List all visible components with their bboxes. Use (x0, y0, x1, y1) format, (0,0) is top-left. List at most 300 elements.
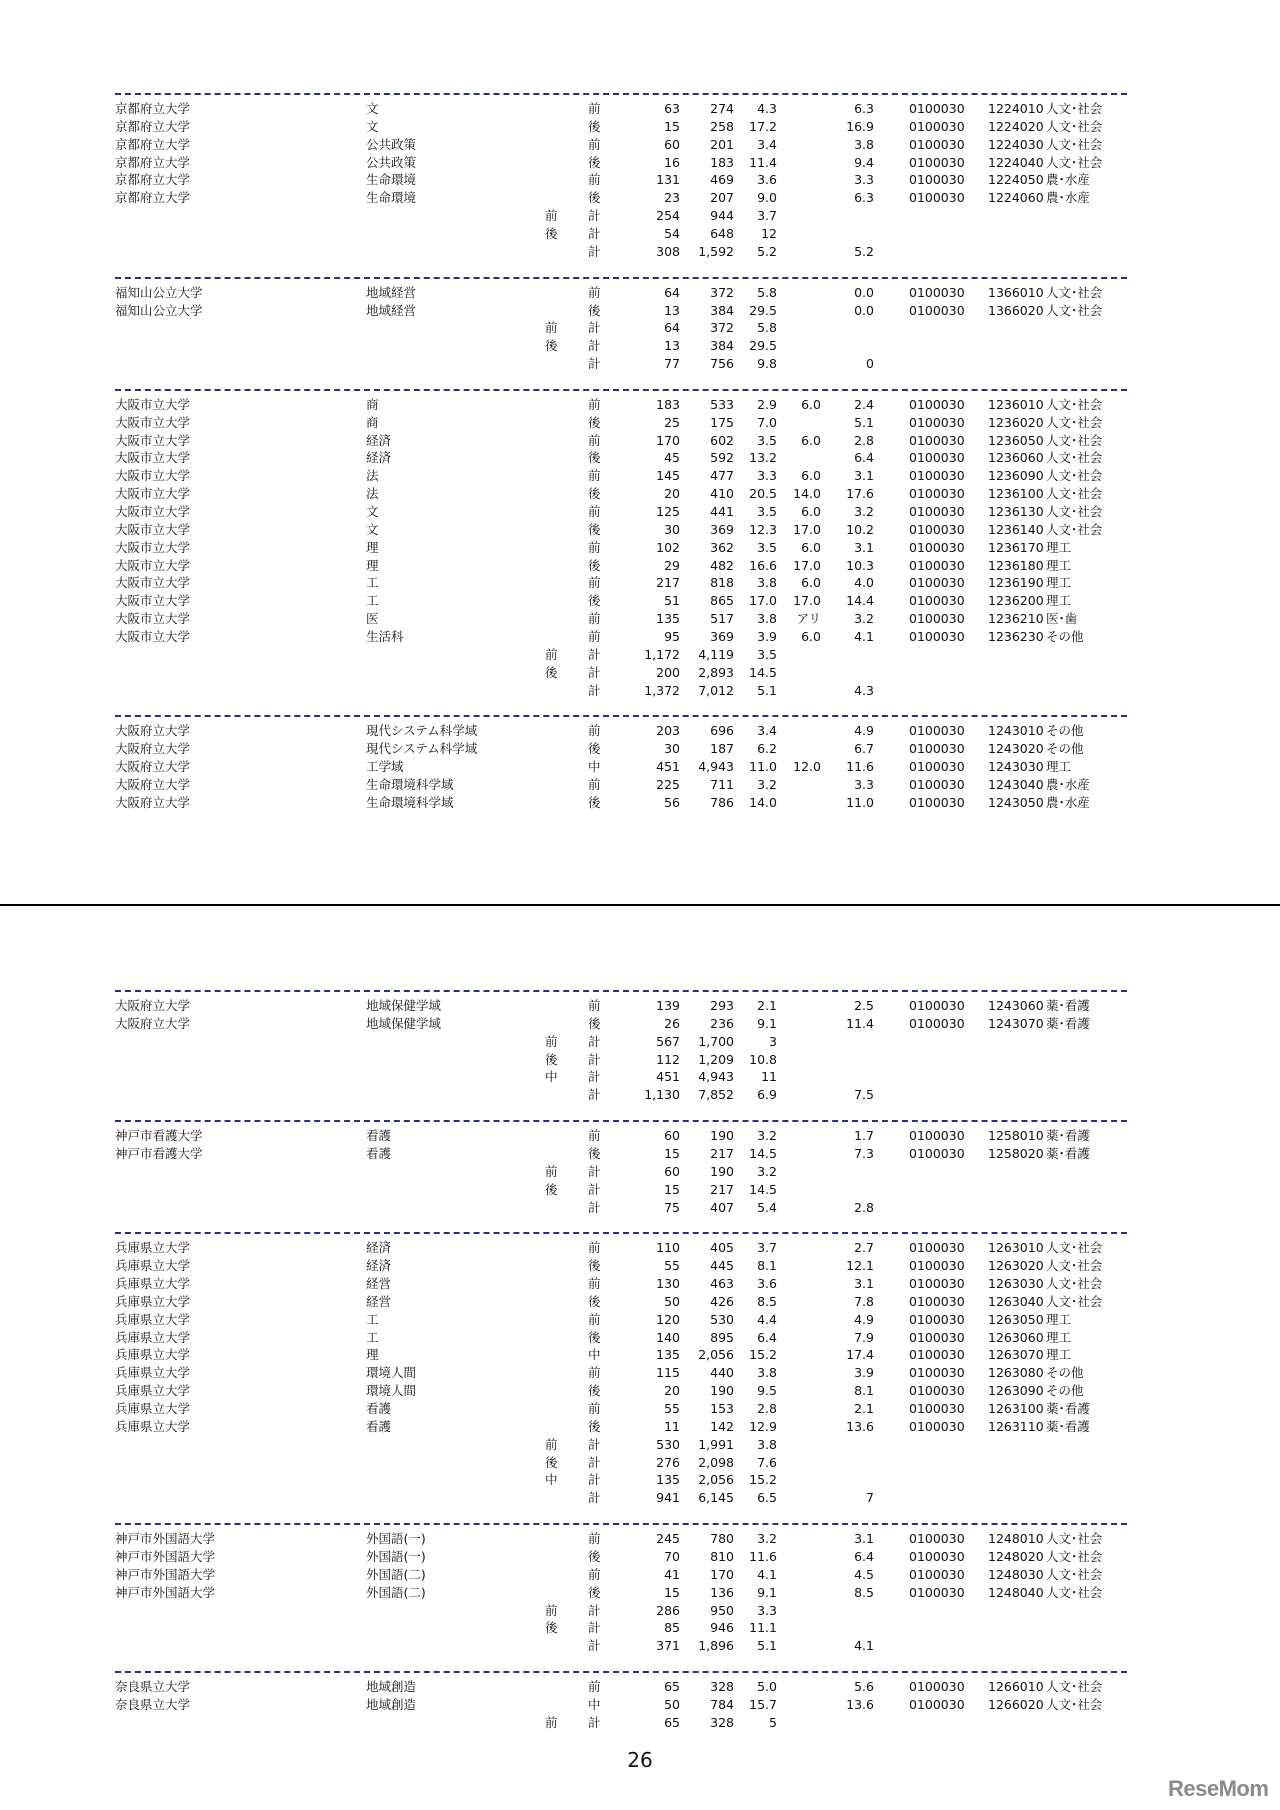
faculty-name-cell: 外国語(一) (366, 1548, 426, 1564)
applicants-cell: 142 (710, 1418, 734, 1434)
schedule-cell: 後 (588, 1258, 601, 1274)
capacity-cell: 15 (664, 118, 680, 134)
prev-ratio-cell: 12.1 (846, 1258, 874, 1274)
university-name-cell: 大阪市立大学 (115, 486, 191, 502)
code-a-cell: 0100030 (909, 1145, 965, 1161)
university-name-cell: 兵庫県立大学 (115, 1276, 191, 1292)
capacity-cell: 45 (664, 450, 680, 466)
applicants-cell: 2,098 (698, 1454, 734, 1470)
schedule-cell: 前 (588, 575, 601, 591)
table-row (0, 467, 1280, 485)
code-a-cell: 0100030 (909, 468, 965, 484)
subtotal-row (0, 1637, 1280, 1655)
applicants-cell: 530 (710, 1311, 734, 1327)
applicants-cell: 440 (710, 1365, 734, 1381)
faculty-name-cell: 医 (366, 611, 379, 627)
applicants-cell: 469 (710, 172, 734, 188)
applicants-cell: 405 (710, 1240, 734, 1256)
code-a-cell: 0100030 (909, 172, 965, 188)
applicants-cell: 384 (710, 338, 734, 354)
code-a-cell: 0100030 (909, 593, 965, 609)
table-row (0, 171, 1280, 189)
capacity-cell: 63 (664, 101, 680, 116)
category-cell: 農･水産 (1046, 776, 1090, 792)
table-row (0, 432, 1280, 450)
page-break-line (0, 904, 1280, 906)
applicants-cell: 592 (710, 450, 734, 466)
applicants-cell: 258 (710, 118, 734, 134)
code-b-cell: 1236050 (988, 432, 1044, 448)
capacity-cell: 203 (656, 723, 680, 739)
category-cell: 農･水産 (1046, 794, 1090, 810)
section-divider (115, 990, 1127, 992)
prev-ratio-cell: 3.1 (854, 1531, 874, 1547)
prev-ratio-cell: 10.2 (846, 521, 874, 537)
code-a-cell: 0100030 (909, 101, 965, 116)
prev-ratio-cell: 5.1 (854, 414, 874, 430)
applicants-cell: 410 (710, 486, 734, 502)
subtotal-row (0, 1181, 1280, 1199)
schedule-cell: 後 (588, 118, 601, 134)
capacity-cell: 941 (656, 1490, 680, 1506)
faculty-name-cell: 生命環境 (366, 190, 417, 206)
prev-ratio-cell: 9.4 (854, 154, 874, 170)
code-a-cell: 0100030 (909, 396, 965, 412)
schedule-cell: 後 (588, 450, 601, 466)
faculty-name-cell: 地域創造 (366, 1696, 417, 1712)
subtotal-row (0, 207, 1280, 225)
category-cell: 理工 (1046, 593, 1072, 609)
prev-ratio-cell: 10.3 (846, 557, 874, 573)
capacity-cell: 135 (656, 611, 680, 627)
schedule-cell: 計 (588, 1490, 601, 1506)
capacity-cell: 13 (664, 302, 680, 318)
university-name-cell: 大阪府立大学 (115, 759, 191, 775)
category-cell: 人文･社会 (1046, 432, 1103, 448)
applicants-cell: 183 (710, 154, 734, 170)
applicants-cell: 369 (710, 521, 734, 537)
total-type-cell: 前 (545, 1602, 558, 1618)
ratio-cell: 6.2 (757, 741, 777, 757)
category-cell: 人文･社会 (1046, 1548, 1103, 1564)
ratio-cell: 7.6 (757, 1454, 777, 1470)
table-row (0, 794, 1280, 812)
table-row (0, 1418, 1280, 1436)
faculty-name-cell: 現代システム科学域 (366, 741, 478, 757)
faculty-name-cell: 工 (366, 1329, 379, 1345)
ratio-cell: 11 (761, 1069, 777, 1085)
prev-ratio-cell: 1.7 (854, 1128, 874, 1144)
applicants-cell: 328 (710, 1679, 734, 1695)
applicants-cell: 1,209 (698, 1051, 734, 1067)
applicants-cell: 207 (710, 190, 734, 206)
faculty-name-cell: 経済 (366, 1258, 392, 1274)
prev-ratio-cell: 2.5 (854, 998, 874, 1013)
ratio-cell: 15.7 (749, 1696, 777, 1712)
threshold-cell: 6.0 (801, 539, 821, 555)
schedule-cell: 前 (588, 1566, 601, 1582)
category-cell: 薬･看護 (1046, 1145, 1090, 1161)
schedule-cell: 計 (588, 1714, 601, 1730)
applicants-cell: 533 (710, 396, 734, 412)
code-a-cell: 0100030 (909, 504, 965, 519)
code-a-cell: 0100030 (909, 1365, 965, 1381)
subtotal-row (0, 682, 1280, 700)
ratio-cell: 4.4 (757, 1311, 777, 1327)
schedule-cell: 計 (588, 646, 601, 662)
ratio-cell: 13.2 (749, 450, 777, 466)
total-type-cell: 後 (545, 1051, 558, 1067)
applicants-cell: 2,893 (698, 664, 734, 680)
ratio-cell: 8.5 (757, 1293, 777, 1309)
schedule-cell: 後 (588, 1293, 601, 1309)
code-a-cell: 0100030 (909, 723, 965, 739)
prev-ratio-cell: 4.9 (854, 723, 874, 739)
university-name-cell: 兵庫県立大学 (115, 1347, 191, 1363)
ratio-cell: 3.2 (757, 1531, 777, 1547)
faculty-name-cell: 工学域 (366, 759, 404, 775)
category-cell: 薬･看護 (1046, 1015, 1090, 1031)
prev-ratio-cell: 4.3 (854, 682, 874, 698)
ratio-cell: 3.5 (757, 646, 777, 662)
university-name-cell: 大阪府立大学 (115, 723, 191, 739)
code-a-cell: 0100030 (909, 1584, 965, 1600)
ratio-cell: 11.6 (749, 1548, 777, 1564)
ratio-cell: 29.5 (749, 338, 777, 354)
schedule-cell: 後 (588, 302, 601, 318)
university-name-cell: 大阪府立大学 (115, 776, 191, 792)
faculty-name-cell: 看護 (366, 1128, 392, 1144)
threshold-cell: 6.0 (801, 504, 821, 519)
threshold-cell: 6.0 (801, 396, 821, 412)
ratio-cell: 7.0 (757, 414, 777, 430)
capacity-cell: 217 (656, 575, 680, 591)
faculty-name-cell: 商 (366, 396, 379, 412)
schedule-cell: 後 (588, 557, 601, 573)
prev-ratio-cell: 6.4 (854, 450, 874, 466)
university-name-cell: 神戸市看護大学 (115, 1128, 203, 1144)
applicants-cell: 372 (710, 320, 734, 336)
schedule-cell: 後 (588, 593, 601, 609)
schedule-cell: 前 (588, 611, 601, 627)
schedule-cell: 前 (588, 1531, 601, 1547)
schedule-cell: 後 (588, 1015, 601, 1031)
applicants-cell: 7,852 (698, 1087, 734, 1103)
ratio-cell: 2.8 (757, 1401, 777, 1416)
capacity-cell: 451 (656, 759, 680, 775)
table-row (0, 136, 1280, 154)
ratio-cell: 20.5 (749, 486, 777, 502)
section-divider (115, 1671, 1127, 1673)
ratio-cell: 11.1 (749, 1620, 777, 1636)
table-row (0, 1329, 1280, 1347)
capacity-cell: 135 (656, 1347, 680, 1363)
university-name-cell: 兵庫県立大学 (115, 1311, 191, 1327)
university-name-cell: 大阪市立大学 (115, 414, 191, 430)
applicants-cell: 1,700 (698, 1033, 734, 1049)
capacity-cell: 15 (664, 1181, 680, 1197)
total-type-cell: 前 (545, 208, 558, 224)
category-cell: 医･歯 (1046, 611, 1078, 627)
code-b-cell: 1263060 (988, 1329, 1044, 1345)
capacity-cell: 112 (656, 1051, 680, 1067)
faculty-name-cell: 地域創造 (366, 1679, 417, 1695)
total-type-cell: 後 (545, 664, 558, 680)
prev-ratio-cell: 14.4 (846, 593, 874, 609)
category-cell: 理工 (1046, 759, 1072, 775)
ratio-cell: 9.0 (757, 190, 777, 206)
applicants-cell: 2,056 (698, 1472, 734, 1488)
ratio-cell: 6.9 (757, 1087, 777, 1103)
university-name-cell: 大阪府立大学 (115, 794, 191, 810)
university-name-cell: 福知山公立大学 (115, 284, 203, 300)
prev-ratio-cell: 2.8 (854, 1199, 874, 1215)
code-b-cell: 1236020 (988, 414, 1044, 430)
university-name-cell: 京都府立大学 (115, 101, 191, 116)
university-name-cell: 神戸市外国語大学 (115, 1548, 216, 1564)
code-a-cell: 0100030 (909, 1418, 965, 1434)
faculty-name-cell: 地域保健学域 (366, 998, 442, 1013)
ratio-cell: 3.7 (757, 1240, 777, 1256)
ratio-cell: 3.9 (757, 628, 777, 644)
capacity-cell: 55 (664, 1401, 680, 1416)
code-b-cell: 1263070 (988, 1347, 1044, 1363)
faculty-name-cell: 看護 (366, 1401, 392, 1416)
faculty-name-cell: 理 (366, 1347, 379, 1363)
code-a-cell: 0100030 (909, 759, 965, 775)
applicants-cell: 602 (710, 432, 734, 448)
capacity-cell: 75 (664, 1199, 680, 1215)
university-name-cell: 神戸市外国語大学 (115, 1566, 216, 1582)
prev-ratio-cell: 6.4 (854, 1548, 874, 1564)
table-row (0, 302, 1280, 320)
category-cell: 人文･社会 (1046, 1679, 1103, 1695)
faculty-name-cell: 文 (366, 118, 379, 134)
capacity-cell: 1,372 (644, 682, 680, 698)
schedule-cell: 前 (588, 1128, 601, 1144)
capacity-cell: 125 (656, 504, 680, 519)
applicants-cell: 190 (710, 1128, 734, 1144)
table-row (0, 284, 1280, 302)
subtotal-row (0, 225, 1280, 243)
prev-ratio-cell: 4.1 (854, 628, 874, 644)
capacity-cell: 64 (664, 284, 680, 300)
schedule-cell: 後 (588, 1329, 601, 1345)
capacity-cell: 11 (664, 1418, 680, 1434)
applicants-cell: 187 (710, 741, 734, 757)
ratio-cell: 29.5 (749, 302, 777, 318)
code-b-cell: 1236170 (988, 539, 1044, 555)
code-a-cell: 0100030 (909, 136, 965, 152)
code-a-cell: 0100030 (909, 154, 965, 170)
ratio-cell: 6.5 (757, 1490, 777, 1506)
code-a-cell: 0100030 (909, 794, 965, 810)
code-b-cell: 1263040 (988, 1293, 1044, 1309)
faculty-name-cell: 公共政策 (366, 154, 417, 170)
code-b-cell: 1224050 (988, 172, 1044, 188)
university-name-cell: 京都府立大学 (115, 172, 191, 188)
code-a-cell: 0100030 (909, 741, 965, 757)
faculty-name-cell: 法 (366, 468, 379, 484)
applicants-cell: 756 (710, 356, 734, 372)
capacity-cell: 85 (664, 1620, 680, 1636)
applicants-cell: 236 (710, 1015, 734, 1031)
capacity-cell: 25 (664, 414, 680, 430)
total-type-cell: 前 (545, 1714, 558, 1730)
university-name-cell: 大阪市立大学 (115, 557, 191, 573)
code-b-cell: 1224020 (988, 118, 1044, 134)
total-type-cell: 前 (545, 1163, 558, 1179)
prev-ratio-cell: 3.9 (854, 1365, 874, 1381)
schedule-cell: 計 (588, 1638, 601, 1654)
capacity-cell: 60 (664, 1163, 680, 1179)
total-type-cell: 中 (545, 1472, 558, 1488)
code-b-cell: 1263020 (988, 1258, 1044, 1274)
subtotal-row (0, 1436, 1280, 1454)
ratio-cell: 9.1 (757, 1015, 777, 1031)
prev-ratio-cell: 3.8 (854, 136, 874, 152)
ratio-cell: 5.1 (757, 1638, 777, 1654)
capacity-cell: 102 (656, 539, 680, 555)
capacity-cell: 20 (664, 1383, 680, 1399)
code-b-cell: 1258010 (988, 1128, 1044, 1144)
code-b-cell: 1224060 (988, 190, 1044, 206)
prev-ratio-cell: 11.6 (846, 759, 874, 775)
ratio-cell: 9.8 (757, 356, 777, 372)
threshold-cell: アリ (796, 611, 821, 627)
prev-ratio-cell: 0.0 (854, 302, 874, 318)
capacity-cell: 56 (664, 794, 680, 810)
total-type-cell: 前 (545, 646, 558, 662)
ratio-cell: 3.2 (757, 1163, 777, 1179)
subtotal-row (0, 1454, 1280, 1472)
applicants-cell: 944 (710, 208, 734, 224)
prev-ratio-cell: 8.5 (854, 1584, 874, 1600)
faculty-name-cell: 経済 (366, 432, 392, 448)
code-b-cell: 1263080 (988, 1365, 1044, 1381)
section-divider (115, 1232, 1127, 1234)
total-type-cell: 後 (545, 225, 558, 241)
code-a-cell: 0100030 (909, 628, 965, 644)
category-cell: 人文･社会 (1046, 1293, 1103, 1309)
university-name-cell: 兵庫県立大学 (115, 1383, 191, 1399)
applicants-cell: 426 (710, 1293, 734, 1309)
faculty-name-cell: 工 (366, 575, 379, 591)
category-cell: 人文･社会 (1046, 302, 1103, 318)
capacity-cell: 200 (656, 664, 680, 680)
schedule-cell: 前 (588, 504, 601, 519)
applicants-cell: 1,896 (698, 1638, 734, 1654)
applicants-cell: 170 (710, 1566, 734, 1582)
applicants-cell: 463 (710, 1276, 734, 1292)
capacity-cell: 50 (664, 1696, 680, 1712)
university-name-cell: 京都府立大学 (115, 118, 191, 134)
code-a-cell: 0100030 (909, 190, 965, 206)
applicants-cell: 384 (710, 302, 734, 318)
university-name-cell: 神戸市外国語大学 (115, 1584, 216, 1600)
applicants-cell: 190 (710, 1163, 734, 1179)
capacity-cell: 308 (656, 243, 680, 259)
code-b-cell: 1248030 (988, 1566, 1044, 1582)
code-b-cell: 1266010 (988, 1679, 1044, 1695)
applicants-cell: 1,991 (698, 1436, 734, 1452)
faculty-name-cell: 文 (366, 521, 379, 537)
applicants-cell: 153 (710, 1401, 734, 1416)
ratio-cell: 16.6 (749, 557, 777, 573)
capacity-cell: 60 (664, 136, 680, 152)
applicants-cell: 477 (710, 468, 734, 484)
threshold-cell: 17.0 (793, 521, 821, 537)
ratio-cell: 12 (761, 225, 777, 241)
code-a-cell: 0100030 (909, 557, 965, 573)
threshold-cell: 6.0 (801, 468, 821, 484)
applicants-cell: 4,119 (698, 646, 734, 662)
ratio-cell: 9.1 (757, 1584, 777, 1600)
code-a-cell: 0100030 (909, 611, 965, 627)
table-row (0, 503, 1280, 521)
university-name-cell: 奈良県立大学 (115, 1696, 191, 1712)
code-a-cell: 0100030 (909, 1696, 965, 1712)
faculty-name-cell: 文 (366, 504, 379, 519)
faculty-name-cell: 地域経営 (366, 302, 417, 318)
ratio-cell: 5.2 (757, 243, 777, 259)
capacity-cell: 140 (656, 1329, 680, 1345)
schedule-cell: 計 (588, 338, 601, 354)
table-row (0, 1548, 1280, 1566)
section-divider (115, 1120, 1127, 1122)
ratio-cell: 5 (769, 1714, 777, 1730)
code-a-cell: 0100030 (909, 1401, 965, 1416)
subtotal-row (0, 646, 1280, 664)
category-cell: 薬･看護 (1046, 998, 1090, 1013)
table-row (0, 574, 1280, 592)
applicants-cell: 369 (710, 628, 734, 644)
code-a-cell: 0100030 (909, 432, 965, 448)
applicants-cell: 4,943 (698, 759, 734, 775)
subtotal-row (0, 1199, 1280, 1217)
schedule-cell: 計 (588, 225, 601, 241)
table-row (0, 1311, 1280, 1329)
prev-ratio-cell: 2.1 (854, 1401, 874, 1416)
capacity-cell: 65 (664, 1714, 680, 1730)
applicants-cell: 780 (710, 1531, 734, 1547)
schedule-cell: 前 (588, 396, 601, 412)
schedule-cell: 計 (588, 1436, 601, 1452)
total-type-cell: 前 (545, 1436, 558, 1452)
schedule-cell: 中 (588, 759, 601, 775)
subtotal-row (0, 1619, 1280, 1637)
table-row (0, 1346, 1280, 1364)
code-b-cell: 1248020 (988, 1548, 1044, 1564)
university-name-cell: 大阪市立大学 (115, 468, 191, 484)
university-name-cell: 京都府立大学 (115, 136, 191, 152)
table-row (0, 539, 1280, 557)
code-b-cell: 1243040 (988, 776, 1044, 792)
applicants-cell: 482 (710, 557, 734, 573)
prev-ratio-cell: 11.4 (846, 1015, 874, 1031)
prev-ratio-cell: 11.0 (846, 794, 874, 810)
ratio-cell: 3.3 (757, 1602, 777, 1618)
table-row (0, 1584, 1280, 1602)
ratio-cell: 3.4 (757, 723, 777, 739)
code-a-cell: 0100030 (909, 575, 965, 591)
schedule-cell: 中 (588, 1347, 601, 1363)
university-name-cell: 神戸市看護大学 (115, 1145, 203, 1161)
table-row (0, 997, 1280, 1015)
code-b-cell: 1258020 (988, 1145, 1044, 1161)
capacity-cell: 65 (664, 1679, 680, 1695)
table-row (0, 449, 1280, 467)
